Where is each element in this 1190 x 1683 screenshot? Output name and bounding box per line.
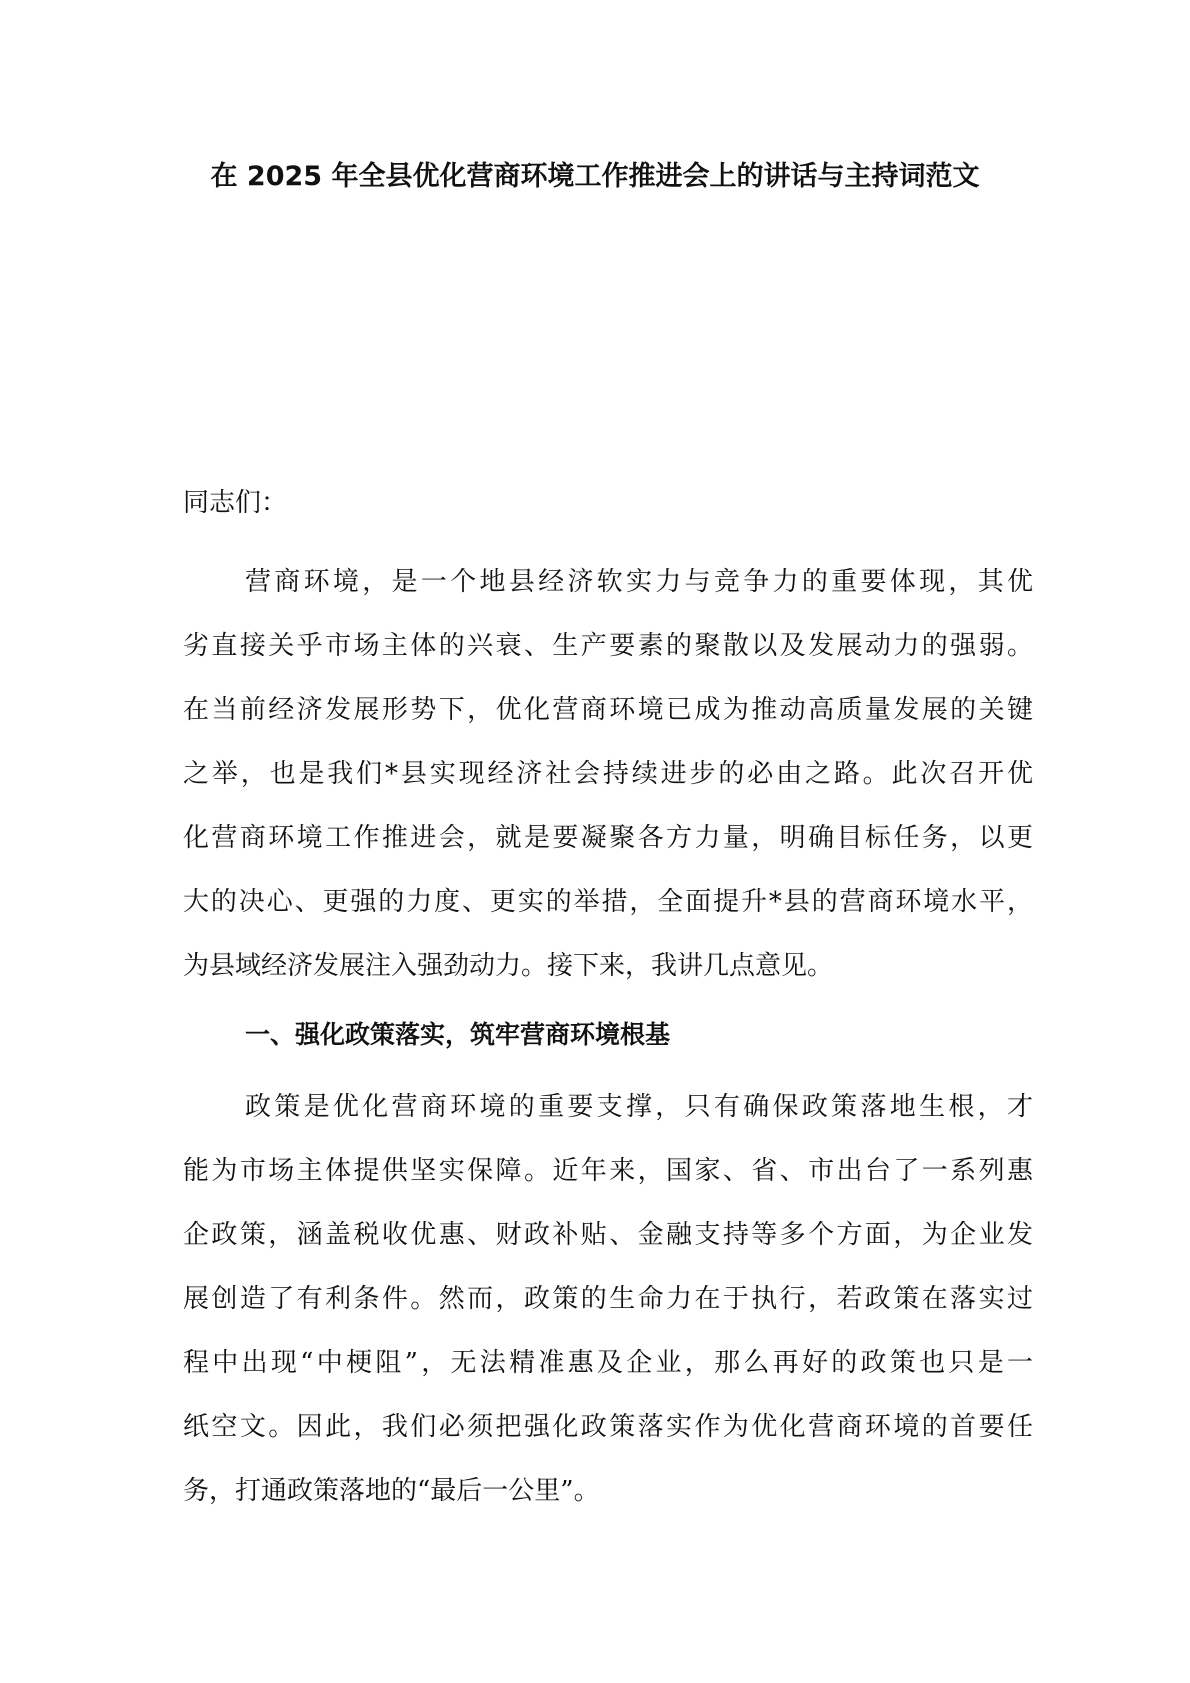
paragraph-line: 化营商环境工作推进会，就是要凝聚各方力量，明确目标任务，以更 — [183, 823, 1033, 853]
paragraph-line: 务，打通政策落地的“最后一公里”。 — [183, 1476, 600, 1506]
paragraph-line: 程中出现“中梗阻”，无法精准惠及企业，那么再好的政策也只是一 — [183, 1348, 1033, 1378]
paragraph-line: 展创造了有利条件。然而，政策的生命力在于执行，若政策在落实过 — [183, 1284, 1033, 1314]
paragraph-line: 劣直接关乎市场主体的兴衰、生产要素的聚散以及发展动力的强弱。 — [183, 631, 1033, 661]
paragraph-line: 能为市场主体提供坚实保障。近年来，国家、省、市出台了一系列惠 — [183, 1156, 1033, 1186]
paragraph-line: 为县域经济发展注入强劲动力。接下来，我讲几点意见。 — [183, 951, 834, 981]
paragraph-line: 营商环境，是一个地县经济软实力与竞争力的重要体现，其优 — [245, 567, 1033, 597]
paragraph-line: 大的决心、更强的力度、更实的举措，全面提升*县的营商环境水平， — [183, 887, 1033, 917]
section-heading: 一、强化政策落实，筑牢营商环境根基 — [245, 1020, 671, 1049]
paragraph-intro — [183, 550, 1033, 998]
paragraph-policy — [183, 1075, 1033, 1523]
paragraph-line: 在当前经济发展形势下，优化营商环境已成为推动高质量发展的关键 — [183, 695, 1033, 725]
paragraph-line: 企政策，涵盖税收优惠、财政补贴、金融支持等多个方面，为企业发 — [183, 1220, 1033, 1250]
paragraph-line: 纸空文。因此，我们必须把强化政策落实作为优化营商环境的首要任 — [183, 1412, 1033, 1442]
paragraph-line: 之举，也是我们*县实现经济社会持续进步的必由之路。此次召开优 — [183, 759, 1033, 789]
paragraph-line: 政策是优化营商环境的重要支撑，只有确保政策落地生根，才 — [245, 1092, 1033, 1122]
salutation: 同志们： — [183, 488, 288, 518]
document-title: 在 2025 年全县优化营商环境工作推进会上的讲话与主持词范文 — [210, 161, 980, 192]
